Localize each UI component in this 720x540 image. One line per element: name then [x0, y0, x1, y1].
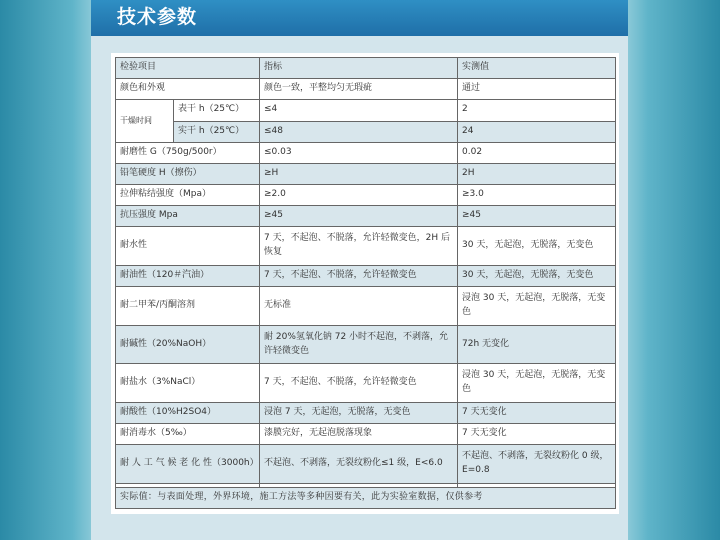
row-subitem: 实干 h（25℃） — [174, 121, 260, 142]
table-row — [116, 287, 616, 326]
row-indicator: 耐 20%氢氧化钠 72 小时不起泡，不剥落，允许轻微变色 — [260, 325, 458, 364]
row-item: 耐二甲苯/丙酮溶剂 — [116, 287, 260, 326]
row-indicator: 7 天，不起泡、不脱落，允许轻微变色，2H 后恢复 — [260, 227, 458, 266]
row-measured: 通过 — [458, 79, 616, 100]
row-indicator: ≤48 — [260, 121, 458, 142]
row-indicator: ≤0.03 — [260, 142, 458, 163]
row-measured: 0.02 — [458, 142, 616, 163]
row-item: 耐消毒水（5‰） — [116, 424, 260, 445]
row-item: 耐盐水（3%NaCl） — [116, 364, 260, 403]
row-subitem: 表干 h（25℃） — [174, 100, 260, 121]
row-item: 耐碱性（20%NaOH） — [116, 325, 260, 364]
row-indicator: ≥2.0 — [260, 185, 458, 206]
table-row — [116, 142, 616, 163]
row-indicator: 不起泡、不剥落，无裂纹粉化≤1 级，E<6.0 — [260, 445, 458, 484]
table-row — [116, 402, 616, 423]
row-item: 抗压强度 Mpa — [116, 206, 260, 227]
row-item: 铅笔硬度 H（擦伤） — [116, 163, 260, 184]
row-measured: 30 天，无起泡，无脱落，无变色 — [458, 265, 616, 286]
row-indicator: 颜色一致，平整均匀无瑕疵 — [260, 79, 458, 100]
column-header-measured: 实测值 — [458, 58, 616, 79]
table-header-row — [116, 58, 616, 79]
table-row — [116, 227, 616, 266]
page-title: 技术参数 — [117, 6, 198, 28]
row-indicator: 7 天，不起泡、不脱落，允许轻微变色 — [260, 364, 458, 403]
table-row — [116, 121, 616, 142]
row-item: 耐油性（120＃汽油） — [116, 265, 260, 286]
table-row — [116, 325, 616, 364]
row-measured: 不起泡、不剥落，无裂纹粉化 0 级，E=0.8 — [458, 445, 616, 484]
table-note-row — [116, 487, 616, 508]
row-item: 颜色和外观 — [116, 79, 260, 100]
table-row — [116, 364, 616, 403]
row-measured: 7 天无变化 — [458, 424, 616, 445]
row-measured: 7 天无变化 — [458, 402, 616, 423]
row-indicator: 7 天，不起泡、不脱落，允许轻微变色 — [260, 265, 458, 286]
row-measured: 浸泡 30 天，无起泡，无脱落，无变色 — [458, 287, 616, 326]
row-item: 耐 人 工 气 候 老 化 性（3000h） — [116, 445, 260, 484]
row-indicator: ≥H — [260, 163, 458, 184]
row-item: 耐水性 — [116, 227, 260, 266]
row-indicator: 无标准 — [260, 287, 458, 326]
row-indicator: ≤4 — [260, 100, 458, 121]
table-row — [116, 424, 616, 445]
column-header-indicator: 指标 — [260, 58, 458, 79]
row-item: 耐磨性 G（750g/500r） — [116, 142, 260, 163]
row-measured: 2H — [458, 163, 616, 184]
dry-time-label: 干燥时间 — [116, 100, 174, 142]
row-measured: 浸泡 30 天，无起泡，无脱落，无变色 — [458, 364, 616, 403]
header-bar — [91, 0, 628, 36]
row-measured: 2 — [458, 100, 616, 121]
table-note: 实际值：与表面处理，外界环境，施工方法等多种因要有关，此为实验室数据，仅供参考 — [116, 487, 616, 508]
table-row — [116, 100, 616, 121]
row-item: 耐酸性（10%H2SO4） — [116, 402, 260, 423]
row-measured: 30 天，无起泡，无脱落，无变色 — [458, 227, 616, 266]
row-measured: 24 — [458, 121, 616, 142]
spec-sheet — [111, 53, 619, 514]
row-measured: 72h 无变化 — [458, 325, 616, 364]
spec-table — [115, 57, 616, 509]
row-indicator: ≥45 — [260, 206, 458, 227]
table-row — [116, 79, 616, 100]
table-row — [116, 163, 616, 184]
row-item: 拉伸粘结强度（Mpa） — [116, 185, 260, 206]
row-indicator: 浸泡 7 天，无起泡，无脱落，无变色 — [260, 402, 458, 423]
table-row — [116, 265, 616, 286]
column-header-item: 检验项目 — [116, 58, 260, 79]
spec-panel — [91, 0, 628, 540]
row-measured: ≥3.0 — [458, 185, 616, 206]
table-row — [116, 445, 616, 484]
table-row — [116, 206, 616, 227]
row-indicator: 漆膜完好，无起泡脱落现象 — [260, 424, 458, 445]
table-row — [116, 185, 616, 206]
row-measured: ≥45 — [458, 206, 616, 227]
